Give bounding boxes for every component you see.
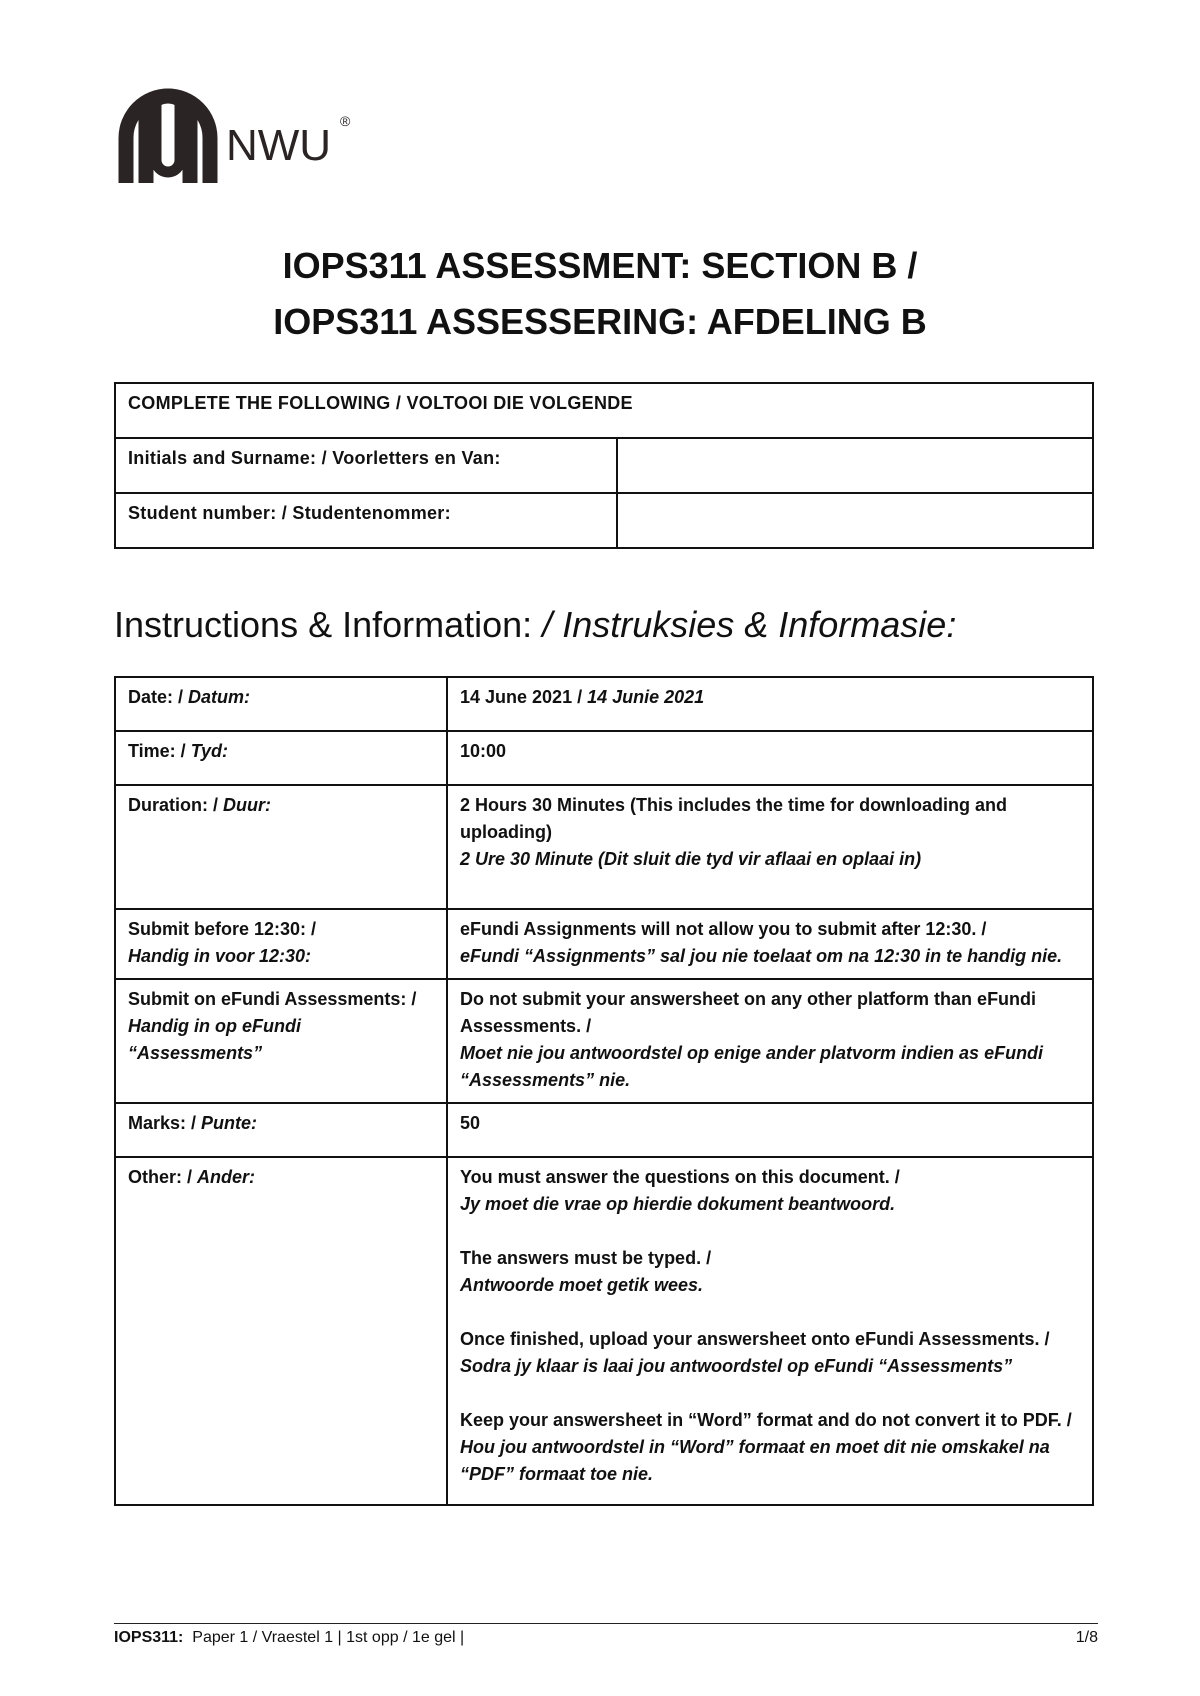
instructions-heading-af: / Instruksies & Informasie: — [542, 604, 957, 645]
other-paragraph: You must answer the questions on this document. / Jy moet die vrae op hierdie dokument beantwoord. — [460, 1167, 900, 1214]
footer-paper-info: Paper 1 / Vraestel 1 | 1st opp / 1e gel | — [192, 1629, 465, 1646]
table-row — [115, 909, 1093, 979]
marks-label: Marks: / Punte: — [115, 1103, 447, 1157]
duration-value: 2 Hours 30 Minutes (This includes the time for downloading and uploading) 2 Ure 30 Minute (Dit sluit die tyd vir aflaai en oplaai in) — [447, 785, 1093, 909]
page-number: 1/8 — [1075, 1629, 1098, 1646]
student-table-row — [115, 438, 1093, 493]
logo-text: NWU — [226, 121, 332, 170]
nwu-logo-mark-icon — [118, 88, 398, 198]
marks-value: 50 — [447, 1103, 1093, 1157]
initials-surname-field[interactable] — [617, 438, 1093, 493]
title-line-2: IOPS311 ASSESSERING: AFDELING B — [273, 301, 927, 342]
student-table-header-row — [115, 383, 1093, 438]
time-value: 10:00 — [447, 731, 1093, 785]
registered-mark: ® — [340, 113, 351, 129]
table-row — [115, 785, 1093, 909]
instructions-table — [114, 676, 1094, 1506]
student-number-label: Student number: / Studentenommer: — [115, 493, 617, 548]
footer-details — [114, 1628, 464, 1648]
table-row — [115, 731, 1093, 785]
table-row — [115, 979, 1093, 1103]
footer-divider — [114, 1623, 1098, 1624]
other-value — [447, 1157, 1093, 1505]
submit-on-efundi-label: Submit on eFundi Assessments: / Handig in op eFundi “Assessments” — [115, 979, 447, 1103]
other-paragraph: Once finished, upload your answersheet onto eFundi Assessments. / Sodra jy klaar is laai jou antwoordstel op eFundi “Assessments” — [460, 1329, 1050, 1376]
nwu-logo — [118, 88, 398, 198]
other-paragraph: The answers must be typed. / Antwoorde moet getik wees. — [460, 1248, 712, 1295]
instructions-heading — [114, 602, 956, 648]
initials-surname-label: Initials and Surname: / Voorletters en Van: — [115, 438, 617, 493]
instructions-heading-en: Instructions & Information: — [114, 604, 543, 645]
student-table-header: COMPLETE THE FOLLOWING / VOLTOOI DIE VOLGENDE — [115, 383, 1093, 438]
other-paragraph: Keep your answersheet in “Word” format and do not convert it to PDF. / Hou jou antwoordstel in “Word” formaat en moet dit nie omskakel na “PDF” formaat toe nie. — [460, 1410, 1072, 1484]
time-label: Time: / Tyd: — [115, 731, 447, 785]
other-label: Other: / Ander: — [115, 1157, 447, 1505]
student-number-field[interactable] — [617, 493, 1093, 548]
table-row — [115, 1157, 1093, 1505]
submit-before-label: Submit before 12:30: / Handig in voor 12:30: — [115, 909, 447, 979]
date-value: 14 June 2021 / 14 Junie 2021 — [447, 677, 1093, 731]
submit-on-efundi-value: Do not submit your answersheet on any other platform than eFundi Assessments. / Moet nie jou antwoordstel op enige ander platvorm indien as eFundi “Assessments” nie. — [447, 979, 1093, 1103]
duration-label: Duration: / Duur: — [115, 785, 447, 909]
footer-course: IOPS311: — [114, 1629, 184, 1646]
title-line-1: IOPS311 ASSESSMENT: SECTION B / — [282, 245, 918, 286]
page-title — [0, 238, 1200, 350]
table-row — [115, 677, 1093, 731]
date-label: Date: / Datum: — [115, 677, 447, 731]
table-row — [115, 1103, 1093, 1157]
submit-before-value: eFundi Assignments will not allow you to submit after 12:30. / eFundi “Assignments” sal jou nie toelaat om na 12:30 in te handig nie. — [447, 909, 1093, 979]
student-details-table — [114, 382, 1094, 549]
student-table-row — [115, 493, 1093, 548]
